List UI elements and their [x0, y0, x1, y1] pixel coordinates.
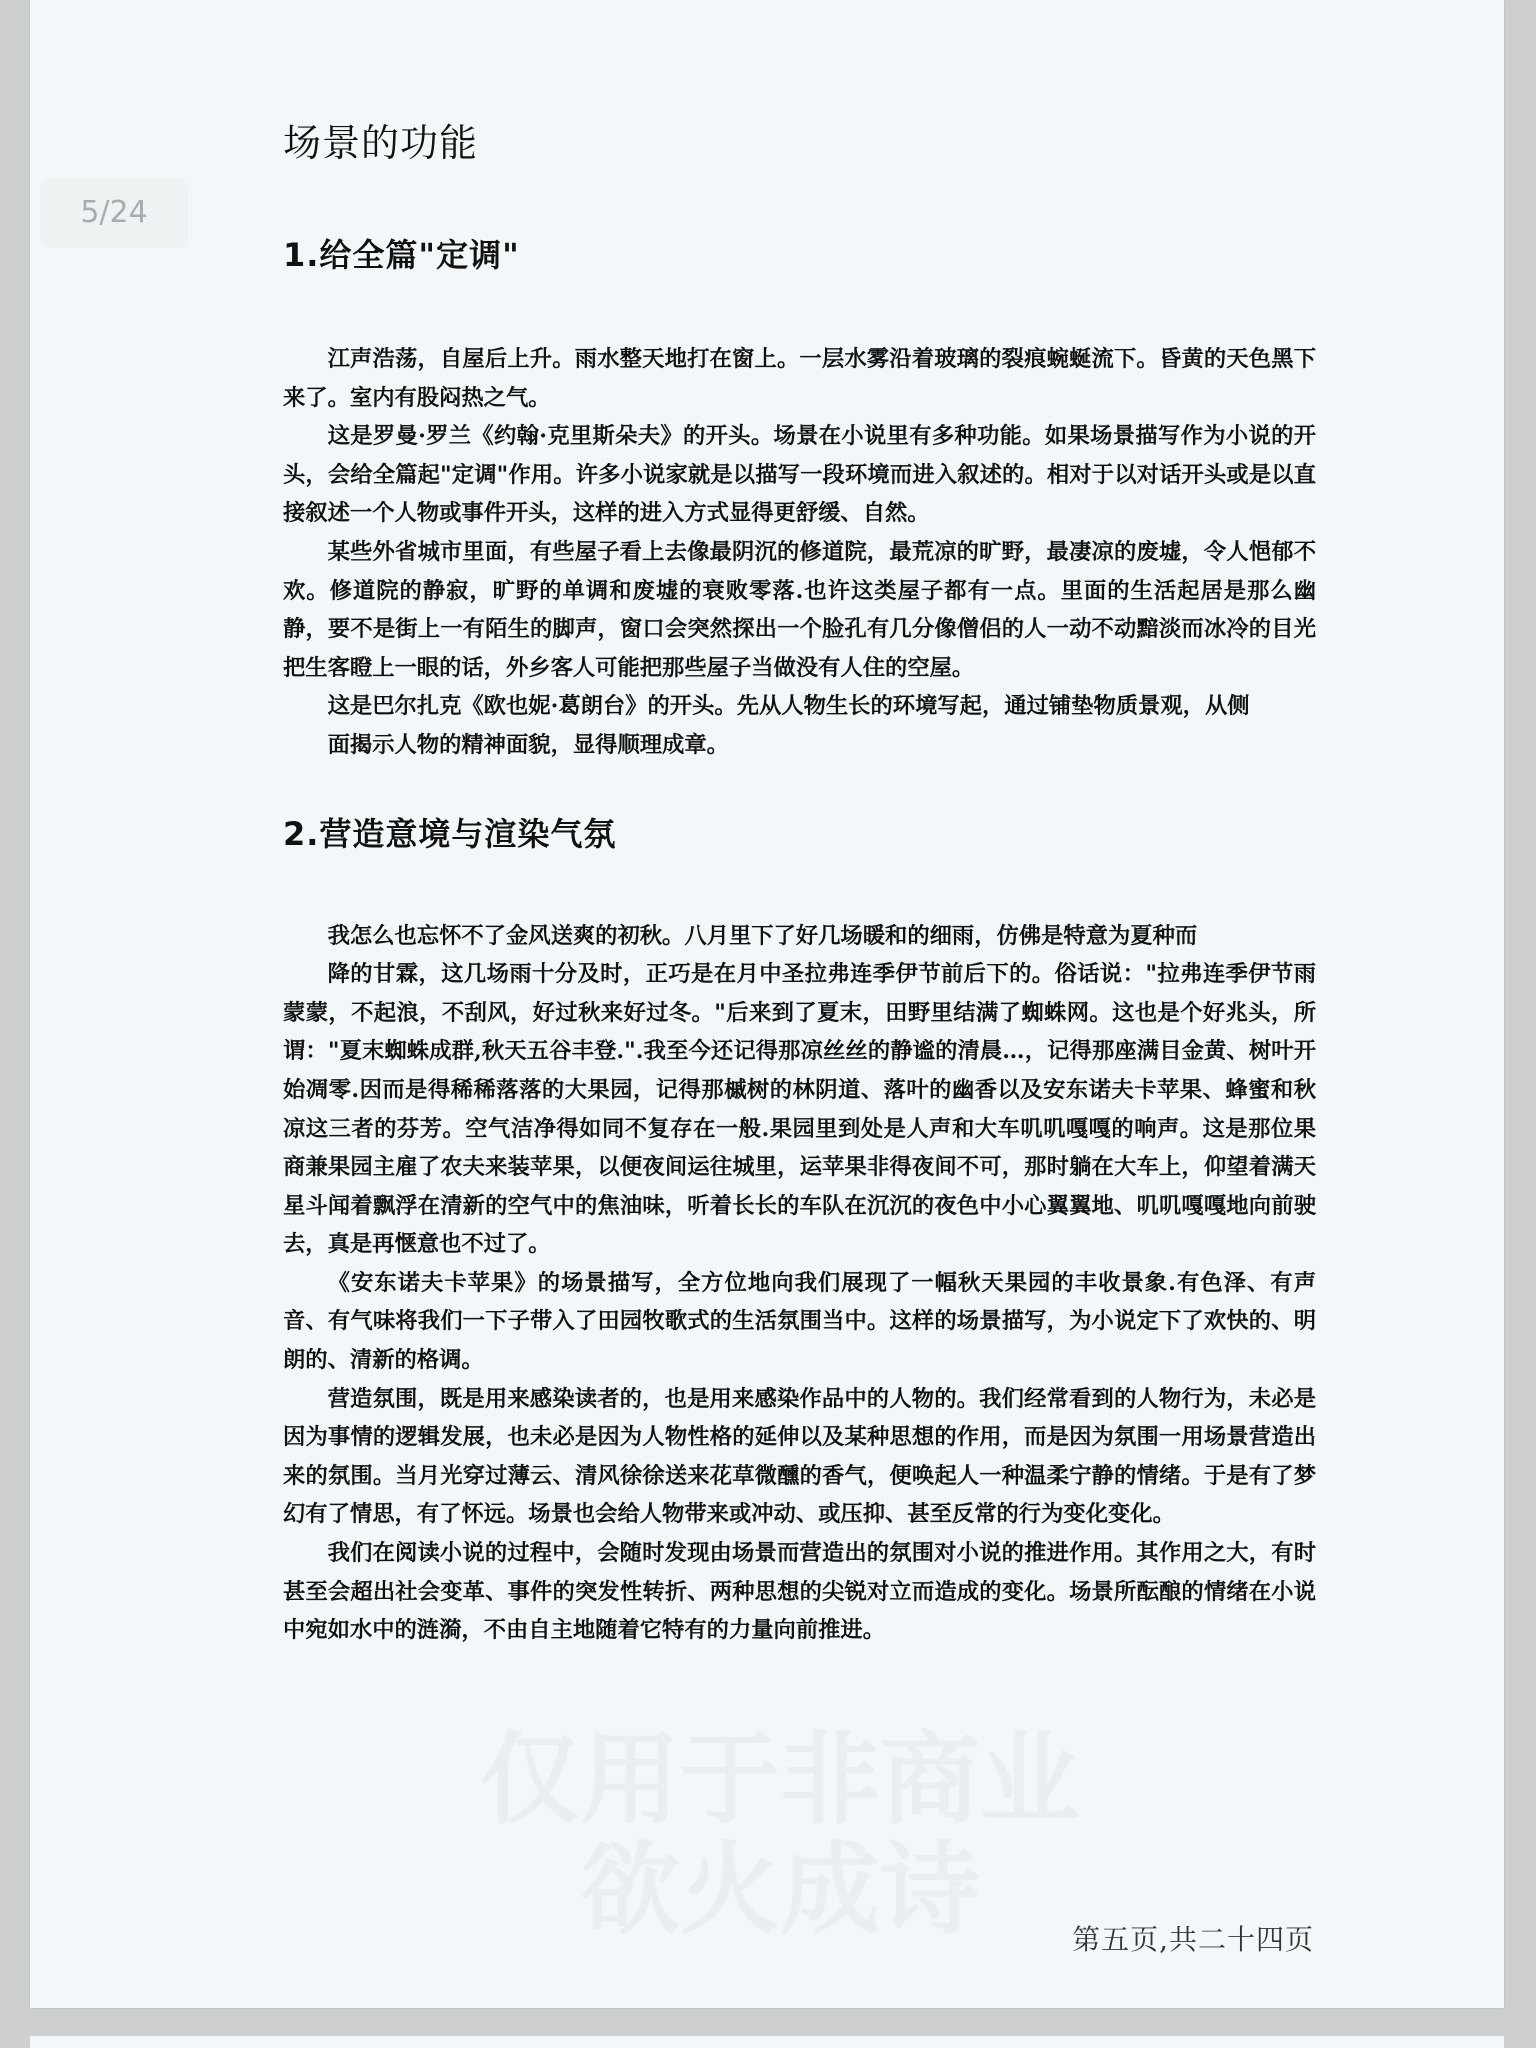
section-body-2 [283, 917, 1316, 1650]
document-page [30, 0, 1504, 2008]
page-title: 场景的功能 [283, 121, 479, 165]
paragraph: 降的甘霖，这几场雨十分及时，正巧是在月中圣拉弗连季伊节前后下的。俗话说："拉弗连季伊节雨蒙蒙，不起浪，不刮风，好过秋来好过冬。"后来到了夏末，田野里结满了蜘蛛网。这也是个好兆头，所谓："夏末蜘蛛成群,秋天五谷丰登.".我至今还记得那凉丝丝的静谧的清晨…，记得那座满目金黄、树叶开始凋零.因而是得稀稀落落的大果园，记得那槭树的林阴道、落叶的幽香以及安东诺夫卡苹果、蜂蜜和秋凉这三者的芬芳。空气洁净得如同不复存在一般.果园里到处是人声和大车叽叽嘎嘎的响声。这是那位果商兼果园主雇了农夫来装苹果，以便夜间运往城里，运苹果非得夜间不可，那时躺在大车上，仰望着满天星斗闻着飘浮在清新的空气中的焦油味，听着长长的车队在沉沉的夜色中小心翼翼地、叽叽嘎嘎地向前驶去，真是再惬意也不过了。 [283, 961, 1316, 1258]
paragraph: 我怎么也忘怀不了金风送爽的初秋。八月里下了好几场暖和的细雨，仿佛是特意为夏种而 [327, 922, 1198, 949]
section-heading-2: 2.营造意境与渲染气氛 [283, 814, 617, 853]
next-page-edge[interactable] [30, 2036, 1504, 2048]
paragraph: 这是罗曼·罗兰《约翰·克里斯朵夫》的开头。场景在小说里有多种功能。如果场景描写作为小说的开头，会给全篇起"定调"作用。许多小说家就是以描写一段环境而进入叙述的。相对于以对话开头或是以直接叙述一个人物或事件开头，这样的进入方式显得更舒缓、自然。 [283, 423, 1316, 527]
paragraph: 《安东诺夫卡苹果》的场景描写，全方位地向我们展现了一幅秋天果园的丰收景象.有色泽、有声音、有气味将我们一下子带入了田园牧歌式的生活氛围当中。这样的场景描写，为小说定下了欢快的、明朗的、清新的格调。 [283, 1269, 1316, 1374]
page-number-indicator: 5/24 [40, 178, 188, 248]
watermark-line [430, 1835, 1130, 1945]
page-footer: 第五页,共二十四页 [1072, 1923, 1314, 1956]
page-content [283, 112, 1316, 1650]
paragraph: 营造氛围，既是用来感染读者的，也是用来感染作品中的人物的。我们经常看到的人物行为，未必是因为事情的逻辑发展，也未必是因为人物性格的延伸以及某种思想的作用，而是因为氛围一用场景营造出来的氛围。当月光穿过薄云、清风徐徐送来花草微醺的香气，便唤起人一种温柔宁静的情绪。于是有了梦幻有了情思，有了怀远。场景也会给人物带来或冲动、或压抑、甚至反常的行为变化变化。 [283, 1385, 1316, 1528]
paragraph: 这是巴尔扎克《欧也妮·葛朗台》的开头。先从人物生长的环境写起，通过铺垫物质景观，从侧 [327, 693, 1250, 720]
watermark-line [430, 1725, 1130, 1835]
paragraph: 江声浩荡，自屋后上升。雨水整天地打在窗上。一层水雾沿着玻璃的裂痕蜿蜒流下。昏黄的天色黑下来了。室内有股闷热之气。 [283, 346, 1316, 411]
watermark [430, 1725, 1130, 1945]
paragraph: 我们在阅读小说的过程中，会随时发现由场景而营造出的氛围对小说的推进作用。其作用之大，有时甚至会超出社会变革、事件的突发性转折、两种思想的尖锐对立而造成的变化。场景所酝酿的情绪在小说中宛如水中的涟漪，不由自主地随着它特有的力量向前推进。 [283, 1540, 1316, 1644]
paragraph: 某些外省城市里面，有些屋子看上去像最阴沉的修道院，最荒凉的旷野，最凄凉的废墟，令人悒郁不欢。修道院的静寂，旷野的单调和废墟的衰败零落.也许这类屋子都有一点。里面的生活起居是那么幽静，要不是街上一有陌生的脚声，窗口会突然探出一个脸孔有几分像僧侣的人一动不动黯淡而冰冷的目光把生客瞪上一眼的话，外乡客人可能把那些屋子当做没有人住的空屋。 [283, 538, 1316, 681]
section-body-1 [283, 340, 1316, 765]
paragraph: 面揭示人物的精神面貌，显得顺理成章。 [327, 731, 729, 758]
section-heading-1: 1.给全篇"定调" [283, 236, 520, 274]
